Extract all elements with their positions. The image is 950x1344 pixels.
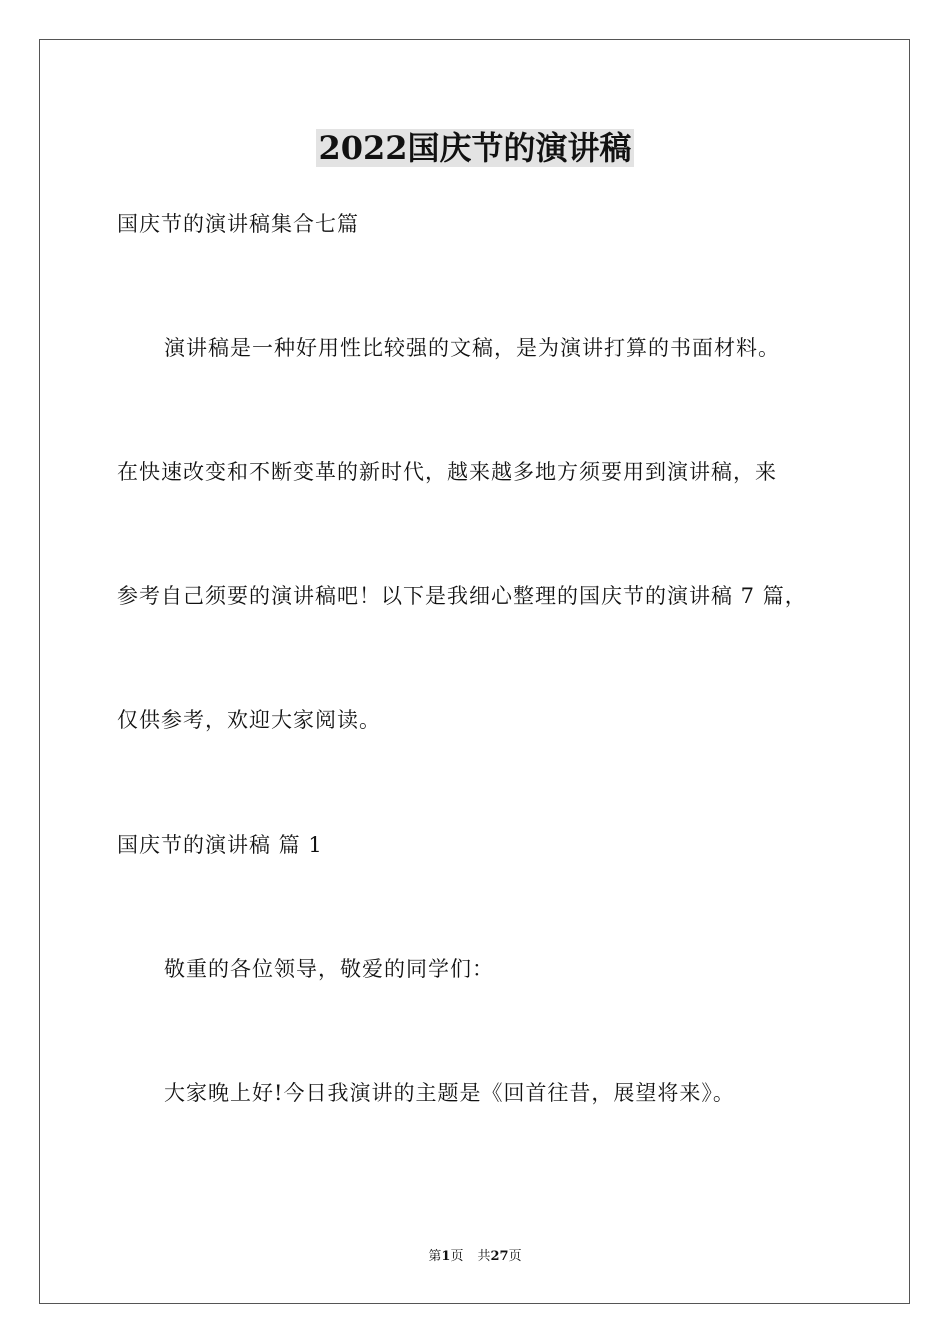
paragraph-line: 大家晚上好!今日我演讲的主题是《回首往昔，展望将来》。 [164, 1081, 735, 1105]
document-title [0, 126, 950, 170]
total-pages: 27 [490, 1249, 509, 1264]
paragraph-line: 演讲稿是一种好用性比较强的文稿，是为演讲打算的书面材料。 [164, 336, 780, 360]
page-number: 1 [441, 1249, 451, 1264]
total-prefix: 共 [477, 1249, 491, 1264]
paragraph-line: 敬重的各位领导，敬爱的同学们： [164, 957, 494, 981]
paragraph-line: 参考自己须要的演讲稿吧！以下是我细心整理的国庆节的演讲稿 7 篇， [117, 584, 807, 608]
page-footer [0, 1247, 950, 1267]
subtitle-line: 国庆节的演讲稿集合七篇 [117, 212, 359, 236]
total-suffix: 页 [508, 1249, 522, 1264]
document-title-text: 2022国庆节的演讲稿 [318, 129, 632, 167]
page-suffix: 页 [450, 1249, 464, 1264]
paragraph-line: 在快速改变和不断变革的新时代，越来越多地方须要用到演讲稿，来 [117, 460, 777, 484]
section-heading: 国庆节的演讲稿 篇 1 [117, 833, 323, 857]
page-prefix: 第 [428, 1249, 442, 1264]
paragraph-line: 仅供参考，欢迎大家阅读。 [117, 708, 381, 732]
